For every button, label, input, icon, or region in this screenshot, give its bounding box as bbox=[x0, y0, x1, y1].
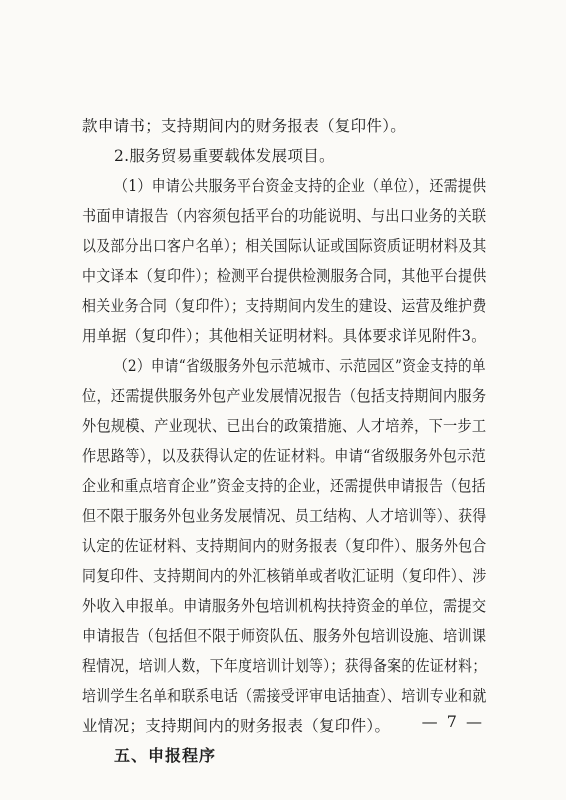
text-line-18: 申请报告（包括但不限于师资队伍、服务外包培训设施、培训课 bbox=[82, 627, 487, 645]
text-line-10: 位，还需提供服务外包产业发展情况报告（包括支持期间内服务 bbox=[82, 387, 487, 405]
text-line-17: 外收入申报单。申请服务外包培训机构扶持资金的单位，需提交 bbox=[82, 597, 487, 615]
text-line-13: 企业和重点培育企业”资金支持的企业，还需提供申请报告（包括 bbox=[82, 477, 486, 495]
text-line-14: 但不限于服务外包业务发展情况、员工结构、人才培训等）、获得 bbox=[82, 507, 487, 525]
text-line-12: 作思路等），以及获得认定的佐证材料。申请“省级服务外包示范 bbox=[82, 447, 486, 465]
section-heading: 五、申报程序 bbox=[114, 746, 217, 765]
text-line-19: 程情况，培训人数，下年度培训计划等）；获得备案的佐证材料； bbox=[82, 657, 487, 675]
text-line-9: （2）申请“省级服务外包示范城市、示范园区”资金支持的单 bbox=[114, 357, 486, 375]
text-line-6: 中文译本（复印件）；检测平台提供检测服务合同，其他平台提供 bbox=[82, 267, 487, 285]
text-line-2: 2.服务贸易重要载体发展项目。 bbox=[114, 147, 335, 165]
text-line-21: 业情况；支持期间内的财务报表（复印件）。 bbox=[82, 717, 391, 735]
text-line-8: 用单据（复印件）；其他相关证明材料。具体要求详见附件3。 bbox=[82, 327, 487, 345]
text-line-7: 相关业务合同（复印件）；支持期间内发生的建设、运营及维护费 bbox=[82, 297, 487, 315]
text-line-20: 培训学生名单和联系电话（需接受评审电话抽查）、培训专业和就 bbox=[82, 687, 487, 705]
text-line-4: 书面申请报告（内容须包括平台的功能说明、与出口业务的关联 bbox=[82, 207, 487, 225]
text-line-3: （1）申请公共服务平台资金支持的企业（单位），还需提供 bbox=[114, 177, 487, 195]
text-line-1: 款申请书；支持期间内的财务报表（复印件）。 bbox=[82, 117, 407, 135]
text-line-11: 外包规模、产业现状、已出台的政策措施、人才培养，下一步工 bbox=[82, 417, 487, 435]
text-line-15: 认定的佐证材料、支持期间内的财务报表（复印件）、服务外包合 bbox=[82, 537, 487, 555]
text-line-16: 同复印件、支持期间内的外汇核销单或者收汇证明（复印件）、涉 bbox=[82, 567, 487, 585]
page-number: — 7 — bbox=[421, 712, 484, 731]
text-line-5: 以及部分出口客户名单）；相关国际认证或国际资质证明材料及其 bbox=[82, 237, 487, 255]
